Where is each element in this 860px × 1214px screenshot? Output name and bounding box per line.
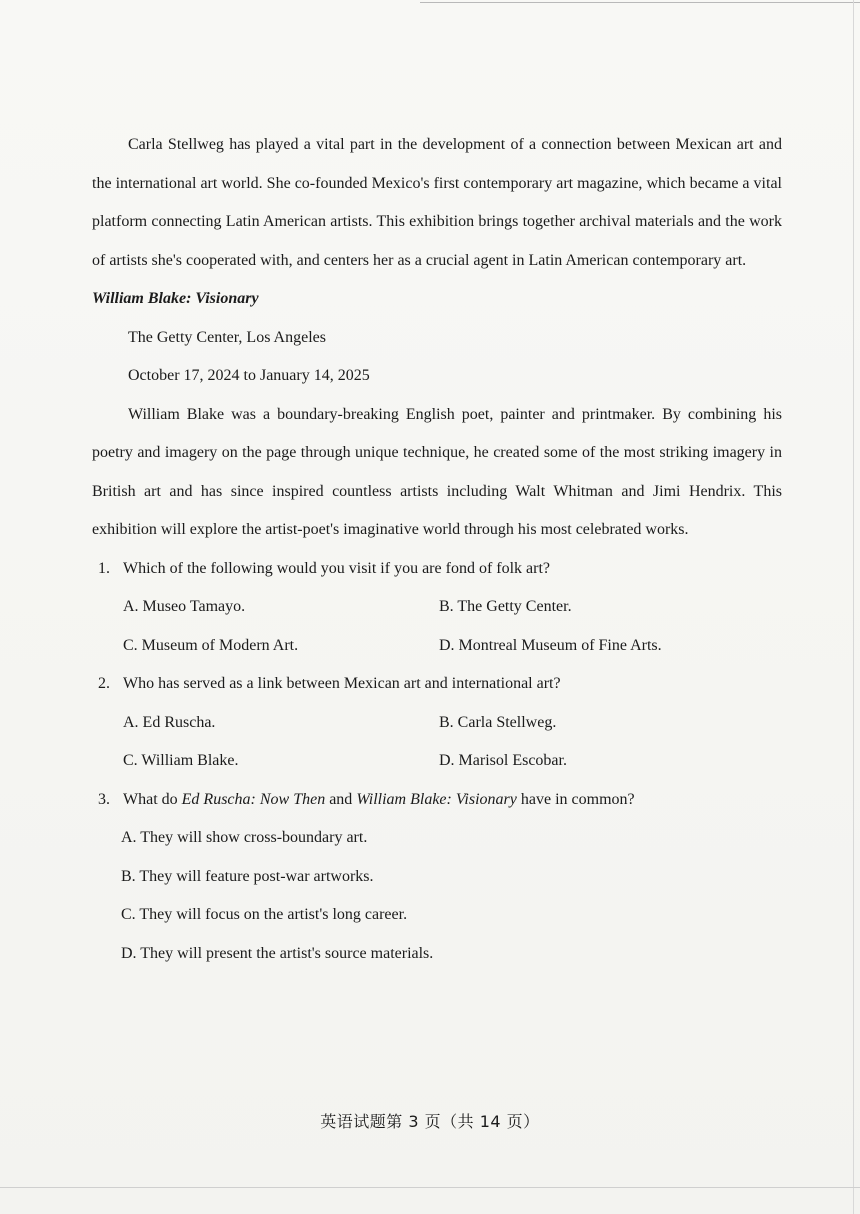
question-text-part: have in common? [516,790,635,808]
page-edge-right [853,0,854,1214]
option-a[interactable]: A. Ed Ruscha. [123,713,216,731]
question-3-options [92,819,782,973]
question-text: Which of the following would you visit if you are fond of folk art? [123,559,551,577]
option-b[interactable]: B. Carla Stellweg. [439,713,557,731]
question-text-part: and [325,790,357,808]
question-1 [92,550,782,589]
option-d[interactable]: D. Marisol Escobar. [439,752,567,769]
page-edge-top [420,2,860,3]
option-b[interactable]: B. The Getty Center. [439,598,572,615]
option-c[interactable]: C. They will focus on the artist's long career. [121,906,408,923]
question-number: 3. [98,790,110,808]
question-1-options [92,588,782,665]
option-d[interactable]: D. Montreal Museum of Fine Arts. [439,636,662,654]
intro-paragraph: Carla Stellweg has played a vital part in the development of a connection between Mexican art and the international art world. She co-founded Mexico's first contemporary art magazine, which became a vital platform connecting Latin American artists. This exhibition brings together archival materials and the work of artists she's cooperated with, and centers her as a crucial agent in Latin American contemporary art. [92,136,782,269]
option-d[interactable]: D. They will present the artist's source materials. [121,944,434,962]
question-number: 2. [98,675,110,692]
exhibition-name-blake: William Blake: Visionary [356,790,517,808]
question-text [123,781,635,820]
question-text-part: What do [123,790,182,808]
exhibition-description: William Blake was a boundary-breaking English poet, painter and printmaker. By combining his poetry and imagery on the page through unique technique, he created some of the most striking imagery in British art and has since inspired countless artists including Walt Whitman and Jimi Hendrix. This exhibition will explore the artist-poet's imaginative world through his most celebrated works. [92,405,782,538]
exhibition-dates: October 17, 2024 to January 14, 2025 [128,367,370,384]
question-2 [92,665,782,704]
option-b[interactable]: B. They will feature post-war artworks. [121,867,374,885]
page-footer: 英语试题第 3 页（共 14 页） [320,1112,540,1131]
option-c[interactable]: C. William Blake. [123,752,239,769]
option-c[interactable]: C. Museum of Modern Art. [123,636,299,654]
question-3 [92,781,782,820]
exhibition-name-ruscha: Ed Ruscha: Now Then [181,790,326,808]
option-a[interactable]: A. Museo Tamayo. [123,598,246,615]
page-content [92,126,782,973]
question-2-options [92,704,782,781]
exhibition-title: William Blake: Visionary [92,290,259,307]
question-text: Who has served as a link between Mexican art and international art? [123,675,561,692]
option-a[interactable]: A. They will show cross-boundary art. [121,829,368,846]
question-number: 1. [98,559,110,577]
page-edge-bottom [0,1187,860,1188]
exhibition-venue: The Getty Center, Los Angeles [128,328,326,346]
